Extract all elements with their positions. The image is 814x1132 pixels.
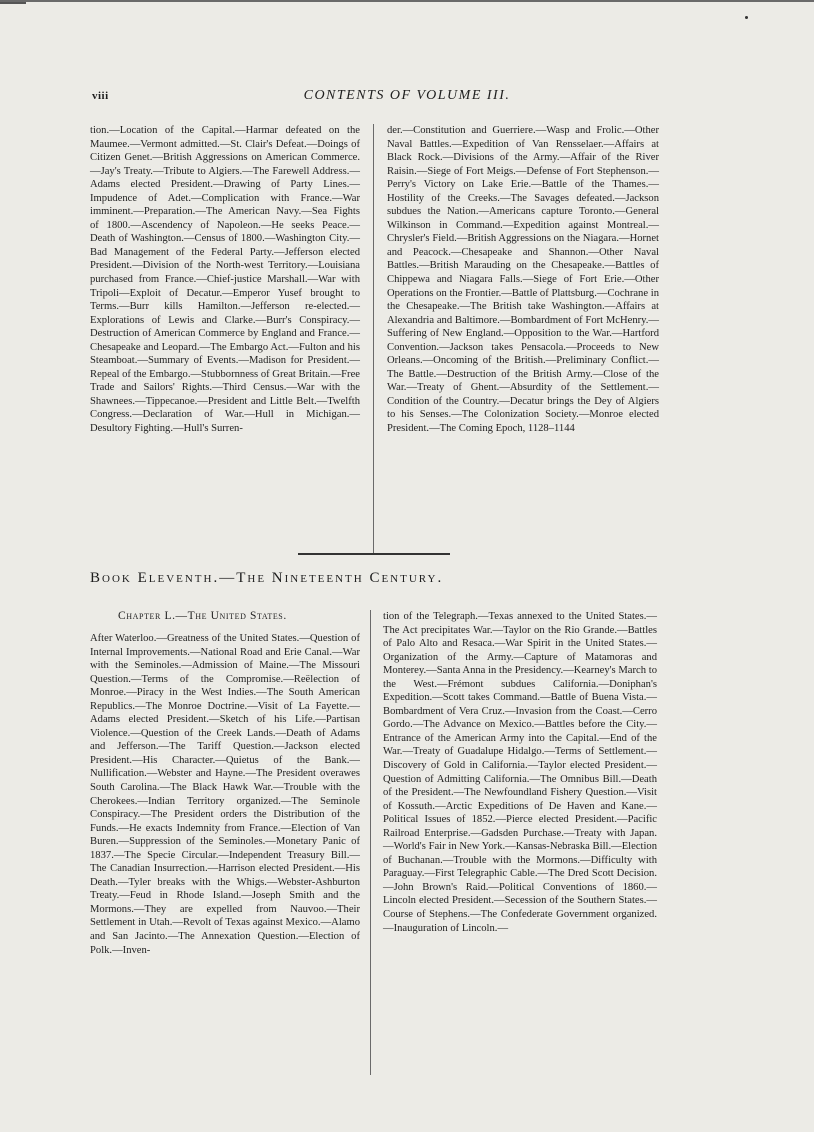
section-divider-rule bbox=[298, 553, 450, 555]
page-number: viii bbox=[92, 90, 109, 102]
column-divider-upper bbox=[373, 124, 374, 554]
corner-mark bbox=[0, 2, 26, 9]
running-head: CONTENTS OF VOLUME III. bbox=[303, 88, 511, 103]
chapter-heading: Chapter L.—The United States. bbox=[118, 610, 287, 622]
column-divider-lower bbox=[370, 610, 371, 1075]
chapter-left-column: After Waterloo.—Greatness of the United States.—Question of Internal Improvements.—National Road and Erie Canal.—War with the Seminoles.—Admission of Maine.—The Missouri Question.—Terms of the Compromise.—Reëlection of Monroe.—Piracy in the West Indies.—The South American Republics.—The Monroe Doctrine.—Visit of La Fayette.—Adams elected President.—Sketch of his Life.—Partisan Violence.—Question of the Creek Lands.—Death of Adams and Jefferson.—The Tariff Question.—Jackson elected President.—His Character.—Quietus of the Bank.—Nullification.—Webster and Hayne.—The President overawes South Carolina.—The Black Hawk War.—Trouble with the Cherokees.—Indian Territory organized.—The Seminole Conspiracy.—The President orders the Distribution of the Funds.—He exacts Indemnity from France.—Election of Van Buren.—Suppression of the Seminoles.—Monetary Panic of 1837.—The Specie Circular.—Independent Treasury Bill.—The Canadian Insurrection.—Harrison elected President.—His Death.—Tyler breaks with the Whigs.—Webster-Ashburton Treaty.—Feud in Rhode Island.—Joseph Smith and the Mormons.—They are expelled from Nauvoo.—Their Settlement in Utah.—Revolt of Texas against Mexico.—Alamo and San Jacinto.—The Annexation Question.—Election of Polk.—Inven- bbox=[90, 633, 360, 956]
paper-fleck bbox=[745, 16, 748, 19]
top-edge-rule bbox=[0, 0, 814, 2]
contents-upper-right-column: der.—Constitution and Guerriere.—Wasp and Frolic.—Other Naval Battles.—Expedition of Van Rensselaer.—Affairs at Black Rock.—Divisions of the Army.—Affair of the River Raisin.—Siege of Fort Meigs.—Defense of Fort Stephenson.—Perry's Victory on Lake Erie.—Battle of the Thames.—Hostility of the Creeks.—The Savages defeated.—Jackson subdues the Nation.—Americans capture Toronto.—General Wilkinson in Command.—Expedition against Montreal.—Chrysler's Field.—British Aggressions on the Niagara.—Hornet and Peacock.—Chesapeake and Shannon.—Other Naval Battles.—British Marauding on the Chesapeake.—Battles of Chippewa and Niagara Falls.—Siege of Fort Erie.—Other Operations on the Frontier.—Battle of Plattsburg.—Cochrane in the Chesapeake.—The British take Washington.—Affairs at Alexandria and Baltimore.—Bombardment of Fort McHenry.—Suffering of New England.—Opposition to the War.—Hartford Convention.—Jackson takes Pensacola.—Proceeds to New Orleans.—Oncoming of the British.—Preliminary Conflict.—The Battle.—Destruction of the British Army.—Close of the War.—Treaty of Ghent.—Absurdity of the Settlement.—Condition of the Country.—Decatur brings the Dey of Algiers to his Senses.—The Colonization Society.—Monroe elected President.—The Coming Epoch, 1128–1144 bbox=[387, 125, 659, 435]
contents-upper-left-column: tion.—Location of the Capital.—Harmar defeated on the Maumee.—Vermont admitted.—St. Clair's Defeat.—Doings of Citizen Genet.—British Aggressions on American Commerce.—Jay's Treaty.—Tribute to Algiers.—The Farewell Address.—Adams elected President.—Drawing of Party Lines.—Impudence of Adet.—Complication with France.—War imminent.—Preparation.—The American Navy.—Sea Fights of 1800.—Ascendency of Napoleon.—He seeks Peace.—Death of Washington.—Census of 1800.—Washington City.—Bad Management of the Federal Party.—Jefferson elected President.—Division of the North-west Territory.—Louisiana purchased from France.—Chief-justice Marshall.—War with Tripoli—Exploit of Decatur.—Emperor Yusef brought to Terms.—Burr kills Hamilton.—Jefferson re-elected.—Explorations of Lewis and Clarke.—Burr's Conspiracy.—Destruction of American Commerce by England and France.—Chesapeake and Leopard.—The Embargo Act.—Fulton and his Steamboat.—Summary of Events.—Madison for President.—Repeal of the Embargo.—Stubbornness of Great Britain.—Free Trade and Sailors' Rights.—Third Census.—War with the Shawnees.—Tippecanoe.—President and Little Belt.—Twelfth Congress.—Declaration of War.—Hull in Michigan.—Desultory Fighting.—Hull's Surren- bbox=[90, 125, 360, 435]
chapter-right-column: tion of the Telegraph.—Texas annexed to the United States.—The Act precipitates War.—Taylor on the Rio Grande.—Battles of Palo Alto and Resaca.—War Spirit in the United States.—Organization of the Army.—Capture of Matamoras and Monterey.—Santa Anna in the Presidency.—Kearney's March to the West.—Frémont subdues California.—Doniphan's Expedition.—Scott takes Command.—Battle of Buena Vista.—Bombardment of Vera Cruz.—Invasion from the Coast.—Cerro Gordo.—The Advance on Mexico.—Battles before the City.—Entrance of the American Army into the Capital.—End of the War.—Treaty of Guadalupe Hidalgo.—Terms of Settlement.—Discovery of Gold in California.—Taylor elected President.—Question of Admitting California.—The Omnibus Bill.—Death of the President.—The Newfoundland Fishery Question.—Visit of Kossuth.—Arctic Expeditions of De Haven and Kane.—Political Issues of 1852.—Pierce elected President.—Pacific Railroad Enterprise.—Gadsden Purchase.—Treaty with Japan.—World's Fair in New York.—Kansas-Nebraska Bill.—Election of Buchanan.—Trouble with the Mormons.—Difficulty with Paraguay.—First Telegraphic Cable.—The Dred Scott Decision.—John Brown's Raid.—Political Conventions of 1860.—Lincoln elected President.—Secession of the Southern States.—Course of Stephens.—The Confederate Government organized.—Inauguration of Lincoln.— bbox=[383, 611, 657, 934]
book-title: Book Eleventh.—The Nineteenth Century. bbox=[90, 570, 444, 586]
